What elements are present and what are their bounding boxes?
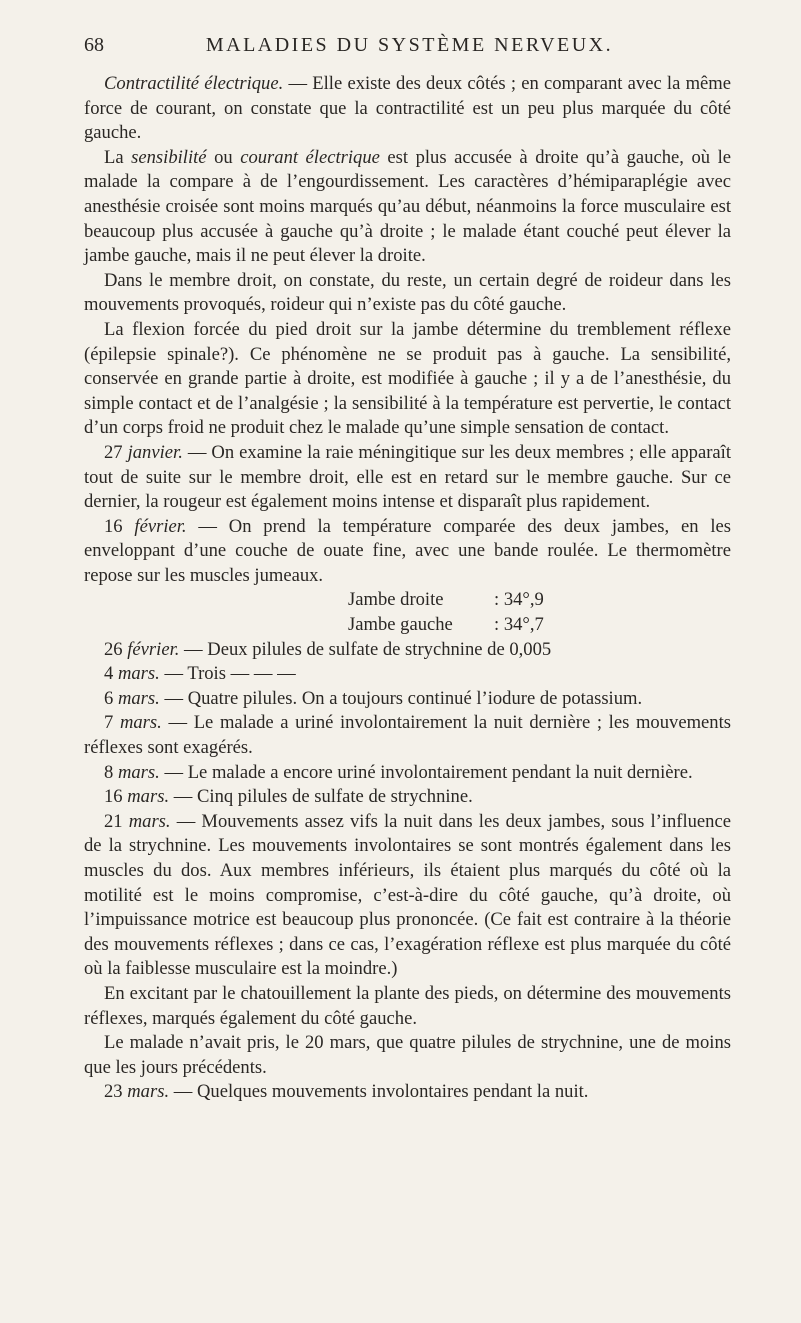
paragraph: La sensibilité ou courant électrique est plus accusée à droite qu’à gauche, où le malade la compare à de l’engourdissement. Les caractères d’hémiparaplégie avec anesthésie croisée sont moins marqués qu’au début, néanmoins la force musculaire est beaucoup plus accusée à gauche qu’à droite ; le malade étant couché peut élever la jambe gauche, mais il ne peut élever la droite. bbox=[84, 146, 731, 267]
paragraph: Contractilité électrique. — Elle existe des deux côtés ; en comparant avec la même force de courant, on constate que la contractilité est un peu plus marquée du côté gauche. bbox=[84, 73, 731, 144]
page-header bbox=[84, 0, 731, 62]
section-lead: Contractilité électrique. bbox=[104, 73, 284, 94]
page-body bbox=[84, 72, 731, 1105]
dated-entry: 23 mars. — Quelques mouvements involontaires pendant la nuit. bbox=[104, 1081, 589, 1103]
dated-entry: 27 janvier. — On examine la raie méningitique sur les deux membres ; elle apparaît tout de suite sur le membre droit, elle est en retard sur le membre gauche. Sur ce dernier, la rougeur est également moins intense et disparaît plus rapidement. bbox=[84, 441, 731, 513]
paragraph: Le malade n’avait pris, le 20 mars, que quatre pilules de strychnine, une de moins que les jours précédents. bbox=[84, 1032, 731, 1078]
dated-entry: 4 mars. — Trois — — — bbox=[104, 663, 296, 685]
page-number: 68 bbox=[84, 34, 104, 56]
temperature-table bbox=[84, 588, 731, 637]
temperature-row: Jambe droite : 34°,9 bbox=[348, 589, 544, 611]
temperature-row: Jambe gauche : 34°,7 bbox=[348, 614, 544, 636]
paragraph: Dans le membre droit, on constate, du reste, un certain degré de roideur dans les mouvements provoqués, roideur qui n’existe pas du côté gauche. bbox=[84, 269, 731, 316]
dated-entry: 16 mars. — Cinq pilules de sulfate de strychnine. bbox=[104, 786, 473, 808]
dated-entries bbox=[84, 638, 731, 982]
dated-entry: 8 mars. — Le malade a encore uriné involontairement pendant la nuit dernière. bbox=[104, 761, 693, 783]
running-title: MALADIES DU SYSTÈME NERVEUX. bbox=[205, 34, 614, 56]
dated-entry: 21 mars. — Mouvements assez vifs la nuit dans les deux jambes, sous l’influence de la strychnine. Les mouvements involontaires se sont montrés également dans les muscles du dos. Aux membres inférieurs, ils étaient plus marqués du côté où la motilité est le moins compromise, c’est-à-dire du côté gauche, qu’à droite, où l’impuissance motrice est beaucoup plus prononcée. (Ce fait est contraire à la théorie des mouvements réflexes ; dans ce cas, l’exagération réflexe est plus marquée du côté où la faiblesse musculaire est la moindre.) bbox=[84, 810, 731, 980]
paragraph: En excitant par le chatouillement la plante des pieds, on détermine des mouvements réflexes, marqués également du côté gauche. bbox=[84, 982, 731, 1029]
paragraph: La flexion forcée du pied droit sur la jambe détermine du tremblement réflexe (épilepsie spinale?). Ce phénomène ne se produit pas à gauche. La sensibilité, conservée en grande partie à droite, est modifiée à gauche ; il y a de l’anesthésie, du simple contact et de l’analgésie ; la sensibilité à la température est pervertie, le contact d’un corps froid ne produit chez le malade qu’une simple sensation de contact. bbox=[84, 318, 731, 439]
dated-entry: 7 mars. — Le malade a uriné involontairement la nuit dernière ; les mouvements réflexes sont exagérés. bbox=[84, 712, 731, 759]
dated-entry: 26 février. — Deux pilules de sulfate de strychnine de 0,005 bbox=[104, 638, 552, 660]
dated-entry: 16 février. — On prend la température comparée des deux jambes, en les enveloppant d’une couche de ouate fine, avec une bande roulée. Le thermomètre repose sur les muscles jumeaux. bbox=[84, 515, 731, 586]
dated-entry: 6 mars. — Quatre pilules. On a toujours continué l’iodure de potassium. bbox=[104, 687, 643, 709]
